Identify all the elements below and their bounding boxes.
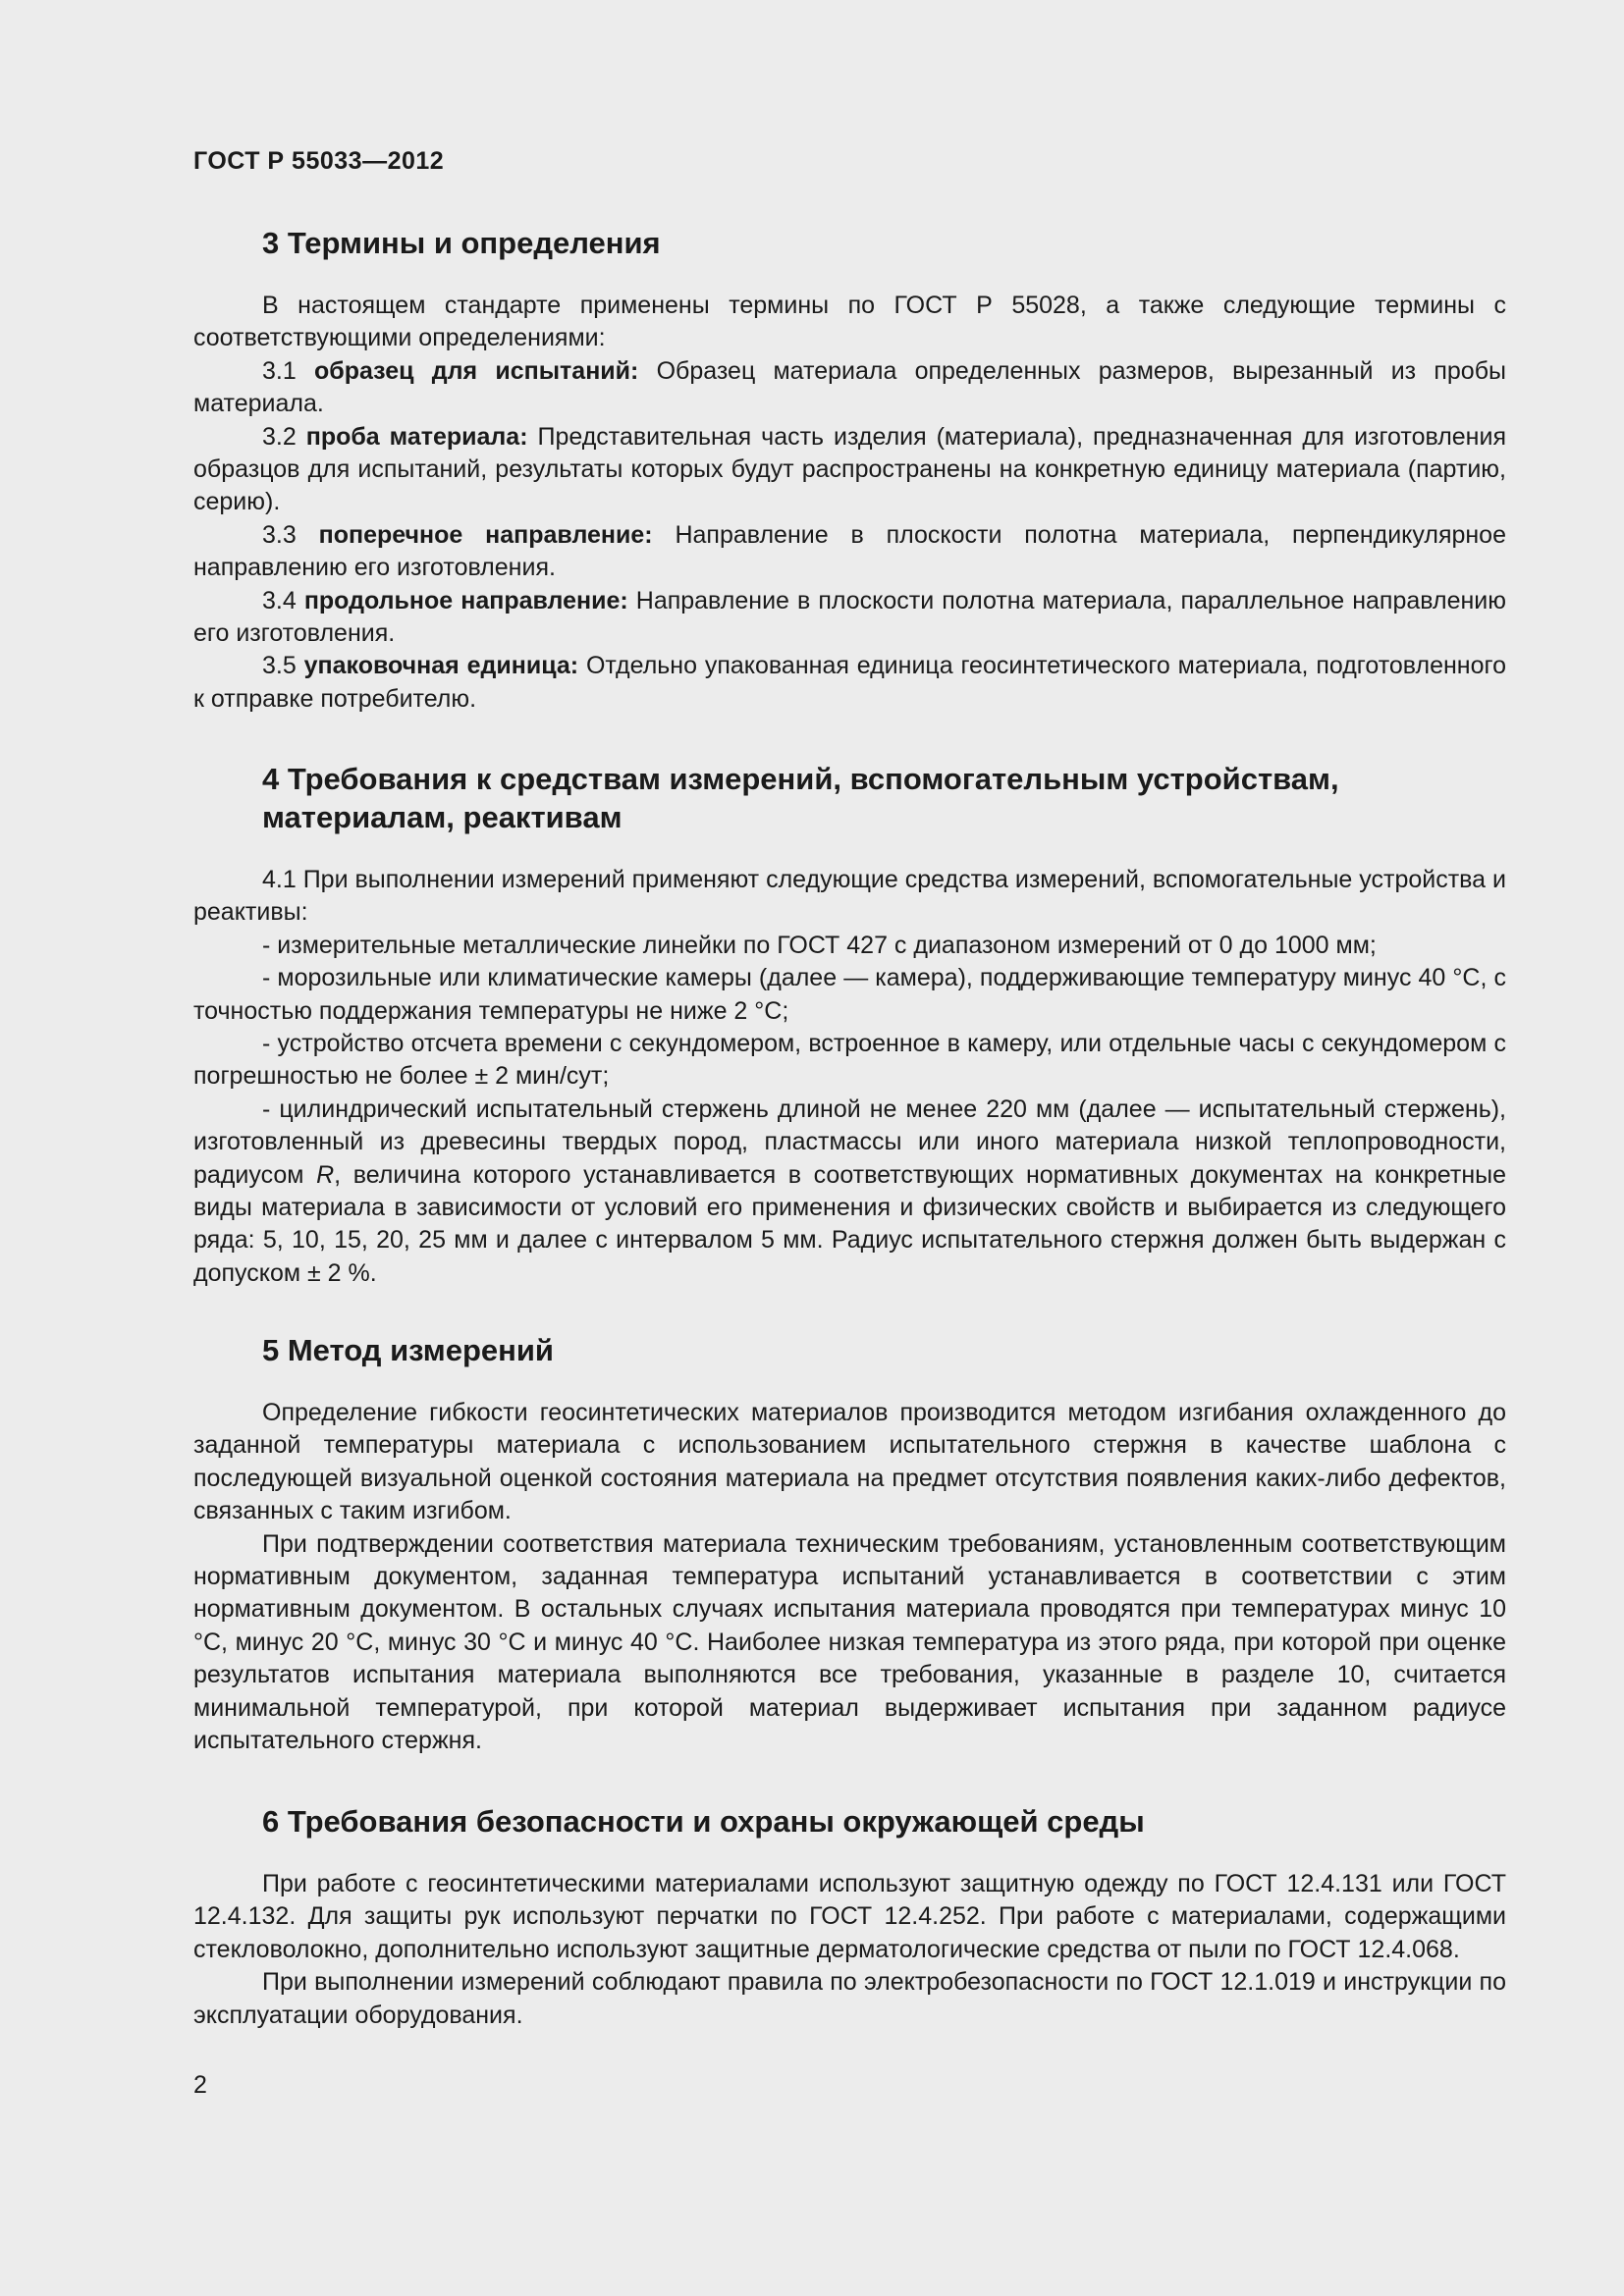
page-number: 2	[193, 2071, 207, 2099]
term-name: упаковочная единица:	[303, 652, 579, 680]
section-4-title: 4 Требования к средствам измерений, вспомогательным устройствам, материалам, реактивам	[262, 762, 1339, 834]
term-definition: Направление в плоскости полотна материала, параллельное направлению его изготовления.	[193, 586, 1506, 648]
section-4-item-rulers: - измерительные металлические линейки по ГОСТ 427 с диапазоном измерений от 0 до 1000 мм;	[262, 931, 1377, 959]
term-number: 3.5	[262, 652, 304, 680]
term-number: 3.3	[262, 520, 319, 549]
term-name: образец для испытаний:	[313, 356, 639, 385]
term-3-4	[193, 585, 1506, 651]
term-definition: Образец материала определенных размеров, вырезанный из пробы материала.	[193, 356, 1506, 418]
section-6-title: 6 Требования безопасности и охраны окружающей среды	[262, 1804, 1145, 1839]
term-number: 3.4	[262, 586, 304, 614]
term-number: 3.1	[262, 356, 314, 385]
term-name: продольное направление:	[303, 586, 628, 614]
term-name: поперечное направление:	[318, 520, 653, 549]
section-4-paragraph-1: 4.1 При выполнении измерений применяют следующие средства измерений, вспомогательные устройства и реактивы:	[193, 866, 1506, 927]
section-4-item-mandrel	[193, 1094, 1506, 1290]
term-3-2	[193, 421, 1506, 519]
term-3-5	[193, 650, 1506, 716]
section-5-paragraph-2: При подтверждении соответствия материала техническим требованиям, установленным соответствующим нормативным документом, заданная температура испытаний устанавливается в соответствии с этим нормативным документом. В остальных случаях испытания материала проводятся при температурах минус 10 °С, минус 20 °С, минус 30 °С и минус 40 °С. Наиболее низкая температура из этого ряда, при которой при оценке результатов испытания материала выполняются все требования, указанные в разделе 10, считается минимальной температурой, при которой материал выдерживает испытания при заданном радиусе испытательного стержня.	[193, 1529, 1506, 1755]
mandrel-text-b: , величина которого устанавливается в соответствующих нормативных документах на конкретные виды материала в зависимости от условий его применения и физических свойств и выбирается из следующего ряда: 5, 10, 15, 20, 25 мм и далее с интервалом 5 мм. Радиус испытательного стержня должен быть выдержан с допуском ± 2 %.	[193, 1160, 1506, 1287]
section-6	[193, 1802, 1506, 2032]
term-definition: Направление в плоскости полотна материала, перпендикулярное направлению его изготовления.	[193, 520, 1506, 582]
section-4-item-timer: - устройство отсчета времени с секундомером, встроенное в камеру, или отдельные часы с секундомером с погрешностью не более ± 2 мин/сут;	[193, 1030, 1506, 1091]
term-definition: Отдельно упакованная единица геосинтетического материала, подготовленного к отправке потребителю.	[193, 652, 1506, 713]
section-5-title: 5 Метод измерений	[262, 1333, 554, 1367]
term-3-1	[193, 355, 1506, 421]
term-name: проба материала:	[305, 422, 528, 451]
section-5-paragraph-1: Определение гибкости геосинтетических материалов производится методом изгибания охлажденного до заданной температуры материала с использованием испытательного стержня в качестве шаблона с последующей визуальной оценкой состояния материала на предмет отсутствия появления каких-либо дефектов, связанных с таким изгибом.	[193, 1399, 1506, 1525]
term-number: 3.2	[262, 422, 306, 451]
section-3-title: 3 Термины и определения	[262, 226, 661, 260]
radius-symbol: R	[316, 1160, 335, 1189]
section-4	[193, 760, 1506, 1290]
section-5	[193, 1331, 1506, 1757]
section-3	[193, 224, 1506, 716]
section-3-intro: В настоящем стандарте применены термины по ГОСТ Р 55028, а также следующие термины с соответствующими определениями:	[193, 292, 1506, 352]
section-4-item-chambers: - морозильные или климатические камеры (далее — камера), поддерживающие температуру минус 40 °С, с точностью поддержания температуры не ниже 2 °С;	[193, 964, 1506, 1025]
term-3-3	[193, 519, 1506, 585]
document-code: ГОСТ Р 55033—2012	[193, 147, 445, 175]
section-6-paragraph-1: При работе с геосинтетическими материалами используют защитную одежду по ГОСТ 12.4.131 или ГОСТ 12.4.132. Для защиты рук используют перчатки по ГОСТ 12.4.252. При работе с материалами, содержащими стекловолокно, дополнительно используют защитные дерматологические средства от пыли по ГОСТ 12.4.068.	[193, 1870, 1506, 1963]
term-definition: Представительная часть изделия (материала), предназначенная для изготовления образцов для испытаний, результаты которых будут распространены на конкретную единицу материала (партию, серию).	[193, 422, 1506, 516]
section-6-paragraph-2: При выполнении измерений соблюдают правила по электробезопасности по ГОСТ 12.1.019 и инструкции по эксплуатации оборудования.	[193, 1968, 1506, 2029]
mandrel-text-a: - цилиндрический испытательный стержень длиной не менее 220 мм (далее — испытательный стержень), изготовленный из древесины твердых пород, пластмассы или иного материала низкой теплопроводности, радиусом	[193, 1095, 1506, 1189]
